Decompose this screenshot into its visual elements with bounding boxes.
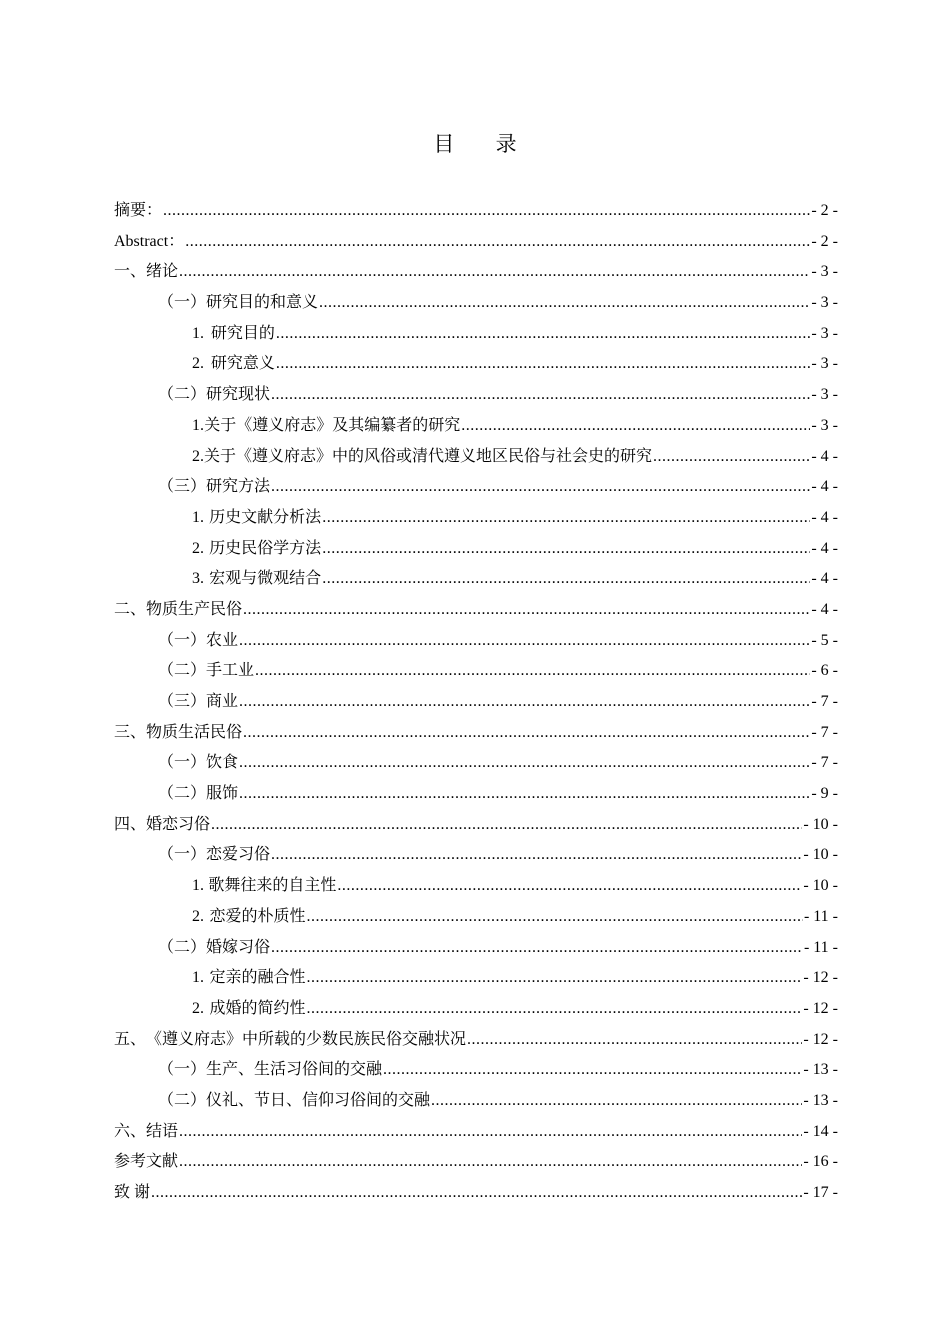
toc-entry-label: 服饰 <box>206 785 239 803</box>
toc-entry[interactable] <box>114 811 838 842</box>
toc-entry-label: Abstract： <box>114 232 185 250</box>
toc-entry-label: 定亲的融合性 <box>209 969 306 987</box>
toc-entry-label: 关于《遵义府志》及其编纂者的研究 <box>204 416 461 434</box>
toc-entry-page-number: - 14 - <box>803 1122 838 1140</box>
toc-entry-page-number: - 3 - <box>811 386 838 404</box>
toc-entry-page-number: - 3 - <box>811 355 838 373</box>
toc-entry-page-number: - 3 - <box>811 263 838 281</box>
toc-entry-number: （二） <box>158 386 207 404</box>
toc-entry-label: 绪论 <box>146 263 179 281</box>
toc-entry-number: （二） <box>158 938 207 956</box>
dot-leader <box>211 816 802 834</box>
toc-entry-number: 1. <box>192 877 204 895</box>
toc-entry-page-number: - 10 - <box>803 815 838 833</box>
toc-entry-label: 商业 <box>206 693 239 710</box>
dot-leader <box>179 263 810 281</box>
toc-entry[interactable] <box>114 565 838 596</box>
toc-entry[interactable] <box>114 688 838 719</box>
toc-entry[interactable] <box>114 872 838 903</box>
toc-entry-label: 研究现状 <box>206 386 271 404</box>
dot-leader <box>306 1000 802 1018</box>
toc-entry[interactable] <box>114 535 838 566</box>
toc-entry-label: 仪礼、节日、信仰习俗间的交融 <box>206 1091 431 1109</box>
toc-entry[interactable] <box>114 934 838 965</box>
dot-leader <box>306 969 802 987</box>
toc-entry-page-number: - 11 - <box>803 907 838 925</box>
toc-entry[interactable] <box>114 1026 838 1057</box>
dot-leader <box>239 754 810 772</box>
dot-leader <box>271 478 810 496</box>
toc-entry-label: 手工业 <box>206 662 255 680</box>
toc-entry-number: （一） <box>158 294 207 312</box>
toc-entry-label: 饮食 <box>206 754 239 772</box>
toc-entry[interactable] <box>114 627 838 658</box>
toc-entry-number: 六、 <box>114 1122 147 1140</box>
dot-leader <box>243 724 810 742</box>
toc-entry-label: 研究意义 <box>210 355 275 373</box>
toc-entry[interactable] <box>114 1087 838 1118</box>
toc-entry[interactable] <box>114 443 838 474</box>
toc-entry[interactable] <box>114 258 838 289</box>
toc-entry-number: 1. <box>192 508 204 526</box>
toc-entry-number: 2. <box>192 999 204 1017</box>
toc-entry-number: 1. <box>192 416 204 434</box>
toc-entry-page-number: - 7 - <box>811 754 838 772</box>
toc-entry-page-number: - 2 - <box>811 202 838 219</box>
toc-entry[interactable] <box>114 596 838 627</box>
toc-entry-number: （三） <box>158 478 207 496</box>
dot-leader <box>163 202 810 220</box>
toc-entry-label: 摘要： <box>114 202 163 219</box>
toc-entry[interactable] <box>114 1179 838 1210</box>
toc-entry-page-number: - 3 - <box>811 294 838 312</box>
toc-entry[interactable] <box>114 964 838 995</box>
dot-leader <box>322 540 810 558</box>
toc-entry-number: （二） <box>158 785 207 803</box>
dot-leader <box>271 939 803 957</box>
toc-entry-number: 四、 <box>114 815 147 833</box>
dot-leader <box>255 662 810 680</box>
toc-entry-number: 一、 <box>114 263 147 281</box>
toc-entry-label: 结语 <box>146 1122 179 1140</box>
toc-entry-label: 成婚的简约性 <box>209 999 306 1017</box>
toc-entry-number: （一） <box>158 1061 207 1079</box>
toc-entry-page-number: - 12 - <box>803 999 838 1017</box>
toc-entry-page-number: - 4 - <box>811 447 838 465</box>
toc-entry-label: 致 谢 <box>114 1184 151 1201</box>
dot-leader <box>271 386 810 404</box>
toc-entry-label: 歌舞往来的自主性 <box>208 877 337 895</box>
toc-entry-page-number: - 4 - <box>811 570 838 588</box>
toc-entry[interactable] <box>114 473 838 504</box>
toc-entry[interactable] <box>114 320 838 351</box>
toc-entry-page-number: - 13 - <box>803 1091 838 1109</box>
toc-entry[interactable] <box>114 289 838 320</box>
toc-entry[interactable] <box>114 657 838 688</box>
dot-leader <box>239 632 810 650</box>
toc-entry-label: 研究目的和意义 <box>206 294 319 312</box>
toc-entry-label: 历史文献分析法 <box>209 508 322 526</box>
toc-entry-page-number: - 17 - <box>803 1184 838 1201</box>
dot-leader <box>319 294 810 312</box>
toc-entry[interactable] <box>114 504 838 535</box>
toc-entry-number: 3. <box>192 570 204 588</box>
toc-entry-page-number: - 11 - <box>803 938 838 956</box>
dot-leader <box>151 1184 802 1202</box>
toc-entry[interactable] <box>114 749 838 780</box>
dot-leader <box>461 417 810 435</box>
toc-entry-number: 2. <box>192 355 204 373</box>
toc-entry[interactable] <box>114 1148 838 1179</box>
toc-entry-number: （一） <box>158 631 207 649</box>
toc-entry-number: （一） <box>158 754 207 772</box>
toc-entry-label: 农业 <box>206 631 239 649</box>
toc-entry-number: 二、 <box>114 600 147 618</box>
toc-entry-number: （三） <box>158 693 207 710</box>
toc-entry-number: 2. <box>192 447 204 465</box>
dot-leader <box>653 448 810 466</box>
toc-entry-number: 五、 <box>114 1030 147 1048</box>
dot-leader <box>337 877 802 895</box>
dot-leader <box>179 1123 802 1141</box>
toc-entry[interactable] <box>114 412 838 443</box>
toc-entry-label: 婚嫁习俗 <box>206 938 271 956</box>
toc-entry-page-number: - 4 - <box>811 600 838 618</box>
toc-entry-page-number: - 3 - <box>811 416 838 434</box>
dot-leader <box>185 233 810 251</box>
toc-entry-label: 生产、生活习俗间的交融 <box>206 1061 383 1079</box>
toc-entry[interactable] <box>114 995 838 1026</box>
toc-entry-page-number: - 16 - <box>803 1153 838 1171</box>
toc-entry-page-number: - 4 - <box>811 508 838 526</box>
toc-entry[interactable] <box>114 780 838 811</box>
toc-entry[interactable] <box>114 228 838 259</box>
toc-entry-label: 恋爱习俗 <box>206 846 271 864</box>
toc-entry[interactable] <box>114 350 838 381</box>
toc-title: 目 录 <box>433 132 535 156</box>
dot-leader <box>276 355 811 373</box>
toc-entry-number: 1. <box>192 969 204 987</box>
toc-entry-label: 物质生活民俗 <box>146 723 243 741</box>
toc-entry-page-number: - 9 - <box>811 785 838 803</box>
toc-entry-label: 历史民俗学方法 <box>209 539 322 557</box>
toc-entry-page-number: - 6 - <box>811 662 838 680</box>
toc-entry-page-number: - 3 - <box>811 324 838 342</box>
dot-leader <box>467 1031 802 1049</box>
dot-leader <box>271 846 802 864</box>
toc-entry[interactable] <box>114 719 838 750</box>
toc-entry-label: 关于《遵义府志》中的风俗或清代遵义地区民俗与社会史的研究 <box>204 447 653 465</box>
toc-entry-page-number: - 4 - <box>811 478 838 496</box>
dot-leader <box>431 1092 802 1110</box>
toc-entry-label: 物质生产民俗 <box>146 600 243 618</box>
toc-entry-page-number: - 4 - <box>811 539 838 557</box>
dot-leader <box>239 693 810 711</box>
toc-entry-label: 宏观与微观结合 <box>209 570 322 588</box>
toc-entry-page-number: - 12 - <box>803 969 838 987</box>
dot-leader <box>179 1153 802 1171</box>
toc-entry-page-number: - 12 - <box>803 1030 838 1048</box>
toc-entry-number: （二） <box>158 662 207 680</box>
toc-entry-label: 参考文献 <box>114 1153 179 1171</box>
toc-entry-label: 恋爱的朴质性 <box>209 907 306 925</box>
dot-leader <box>322 570 810 588</box>
toc-entry-number: 三、 <box>114 723 147 741</box>
toc-entry-label: 婚恋习俗 <box>146 815 211 833</box>
toc-entry-page-number: - 5 - <box>811 631 838 649</box>
toc-entry[interactable] <box>114 903 838 934</box>
toc-entry[interactable] <box>114 381 838 412</box>
toc-entry-page-number: - 2 - <box>811 232 838 250</box>
toc-entry-page-number: - 10 - <box>803 846 838 864</box>
toc-entry[interactable] <box>114 1056 838 1087</box>
toc-entry-page-number: - 7 - <box>811 693 838 710</box>
toc-entry-number: （一） <box>158 846 207 864</box>
toc-entry[interactable] <box>114 1118 838 1149</box>
toc-entry[interactable] <box>114 197 838 228</box>
toc-entry[interactable] <box>114 841 838 872</box>
toc-entry-number: 2. <box>192 907 204 925</box>
toc-entry-page-number: - 13 - <box>803 1061 838 1079</box>
dot-leader <box>383 1061 802 1079</box>
table-of-contents <box>114 197 838 1210</box>
dot-leader <box>306 908 802 926</box>
dot-leader <box>239 785 810 803</box>
toc-entry-number: 1. <box>192 324 204 342</box>
toc-entry-label: 研究目的 <box>210 324 275 342</box>
toc-entry-page-number: - 10 - <box>803 877 838 895</box>
toc-entry-label: 《遵义府志》中所载的少数民族民俗交融状况 <box>146 1030 467 1048</box>
dot-leader <box>276 325 811 343</box>
toc-entry-label: 研究方法 <box>206 478 271 496</box>
dot-leader <box>243 601 810 619</box>
toc-entry-number: （二） <box>158 1091 207 1109</box>
dot-leader <box>322 509 810 527</box>
toc-entry-page-number: - 7 - <box>811 723 838 741</box>
toc-entry-number: 2. <box>192 539 204 557</box>
